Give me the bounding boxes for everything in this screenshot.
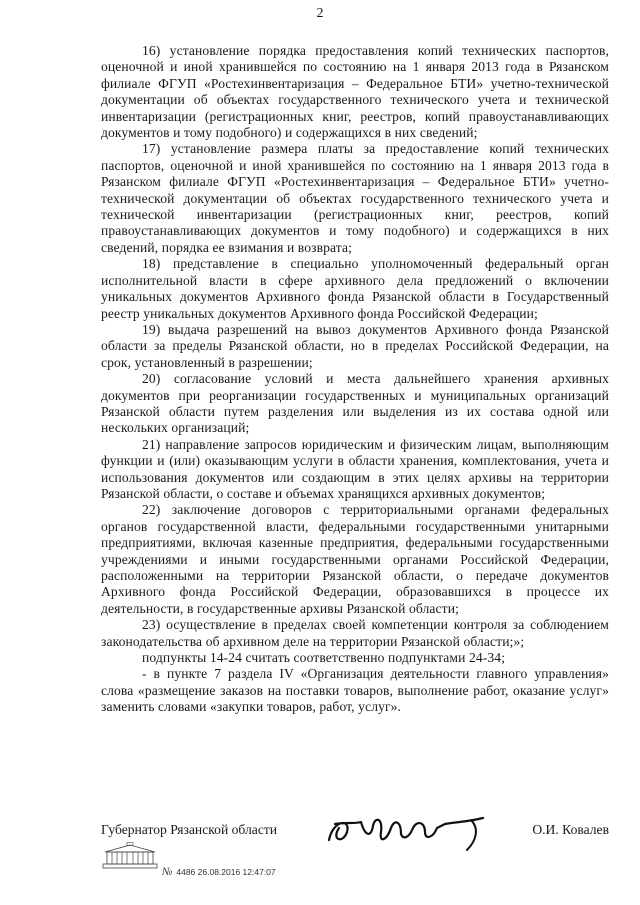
- registration-stamp: [162, 866, 276, 878]
- paragraph-item-16: 16) установление порядка предоставления копий технических паспортов, оценочной и иной хранившейся по состоянию на 1 января 2013 года в Рязанском филиале ФГУП «Ростехинвентаризация – Федеральное БТИ» учетно-технической документации об объектах государственного технического учета и технической инвентаризации (регистрационных книг, реестров, копий правоустанавливающих документов и тому подобного) и содержащихся в них сведений;: [101, 43, 609, 141]
- number-sign: №: [162, 866, 173, 878]
- page-number: 2: [316, 6, 324, 21]
- registration-text: 4486 26.08.2016 12:47:07: [176, 867, 276, 877]
- paragraph-item-22: 22) заключение договоров с территориальными органами федеральных органов государственной власти, федеральными государственными унитарными предприятиями, включая казенные предприятия, федеральными государственными учреждениями и иными государственными органами Российской Федерации, расположенными на территории Рязанской области, о передаче документов Архивного фонда Российской Федерации, образовавшихся в процессе их деятельности, в государственные архивы Рязанской области;: [101, 502, 609, 616]
- document-body: [101, 43, 609, 716]
- signer-title: Губернатор Рязанской области: [101, 822, 278, 837]
- signer-name: О.И. Ковалев: [532, 822, 609, 837]
- paragraph-item-20: 20) согласование условий и места дальнейшего хранения архивных документов при реорганизации государственных и муниципальных организаций Рязанской области путем разделения или выделения из их состава одной или нескольких организаций;: [101, 371, 609, 436]
- signature-block: [101, 818, 609, 848]
- paragraph-item-21: 21) направление запросов юридическим и физическим лицам, выполняющим функции и (или) оказывающим услуги в области хранения, комплектования, учета и использования документов или создающим в этих целях архивы на территории Рязанской области, о составе и объемах хранящихся архивных документов;: [101, 436, 609, 501]
- handwritten-signature: [321, 810, 501, 852]
- building-emblem-icon: [101, 842, 159, 870]
- paragraph-item-23: 23) осуществление в пределах своей компетенции контроля за соблюдением законодательства об архивном деле на территории Рязанской области;»;: [101, 617, 609, 649]
- paragraph-item-19: 19) выдача разрешений на вывоз документов Архивного фонда Рязанской области за пределы Рязанской области, но в пределах Российской Федерации, на срок, установленный в разрешении;: [101, 321, 609, 370]
- amendment-clause: - в пункте 7 раздела IV «Организация деятельности главного управления» слова «размещение заказов на поставки товаров, выполнение работ, оказание услуг» заменить словами «закупки товаров, работ, услуг».: [101, 666, 609, 715]
- paragraph-item-18: 18) представление в специально уполномоченный федеральный орган исполнительной власти в сфере архивного дела предложений о включении уникальных документов Архивного фонда Рязанской области в Государственный реестр уникальных документов Архивного фонда Российской Федерации;: [101, 256, 609, 321]
- renumbering-note: подпункты 14-24 считать соответственно подпунктами 24-34;: [142, 650, 506, 666]
- paragraph-item-17: 17) установление размера платы за предоставление копий технических паспортов, оценочной и иной хранившейся по состоянию на 1 января 2013 года в Рязанском филиале ФГУП «Ростехинвентаризация – Федеральное БТИ» учетно-технической документации об объектах государственного технического учета и технической инвентаризации (регистрационных книг, реестров, копий правоустанавливающих документов и тому подобного) и содержащихся в них сведений, порядка ее взимания и возврата;: [101, 141, 609, 255]
